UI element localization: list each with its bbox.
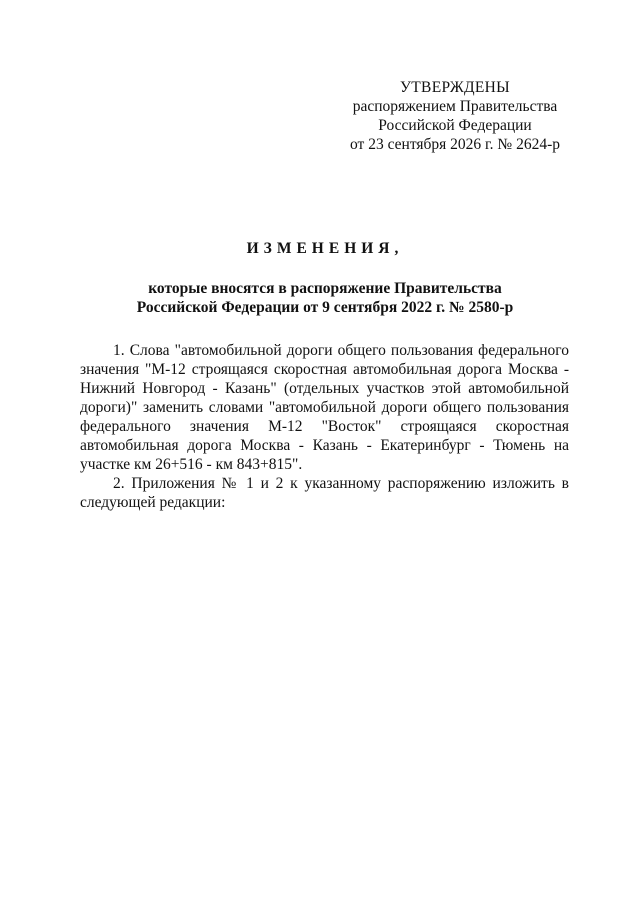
approval-line-2: Российской Федерации	[378, 117, 532, 134]
approval-stamp	[330, 78, 580, 154]
approval-line-3: от 23 сентября 2026 г. № 2624-р	[350, 136, 560, 153]
document-subtitle	[80, 279, 570, 317]
approval-line-1: распоряжением Правительства	[352, 98, 558, 115]
paragraph-2: 2. Приложения № 1 и 2 к указанному распоряжению изложить в следующей редакции:	[80, 475, 569, 511]
document-body	[80, 341, 569, 512]
document-title: ИЗМЕНЕНИЯ,	[246, 240, 404, 257]
paragraph-1: 1. Слова "автомобильной дороги общего пользования федерального значения "М-12 строящаяся скоростная автомобильная дорога Москва - Нижний Новгород - Казань" (отдельных участков этой автомобильной дороги)" заменить словами "автомобильной дороги общего пользования федерального значения М-12 "Восток" строящаяся скоростная автомобильная дорога Москва - Казань - Екатеринбург - Тюмень на участке км 26+516 - км 843+815".	[80, 342, 569, 473]
subtitle-line-1: которые вносятся в распоряжение Правительства	[148, 280, 502, 297]
document-title-block	[80, 239, 570, 317]
approval-heading: УТВЕРЖДЕНЫ	[400, 79, 510, 96]
subtitle-line-2: Российской Федерации от 9 сентября 2022 г. № 2580-р	[136, 299, 514, 316]
